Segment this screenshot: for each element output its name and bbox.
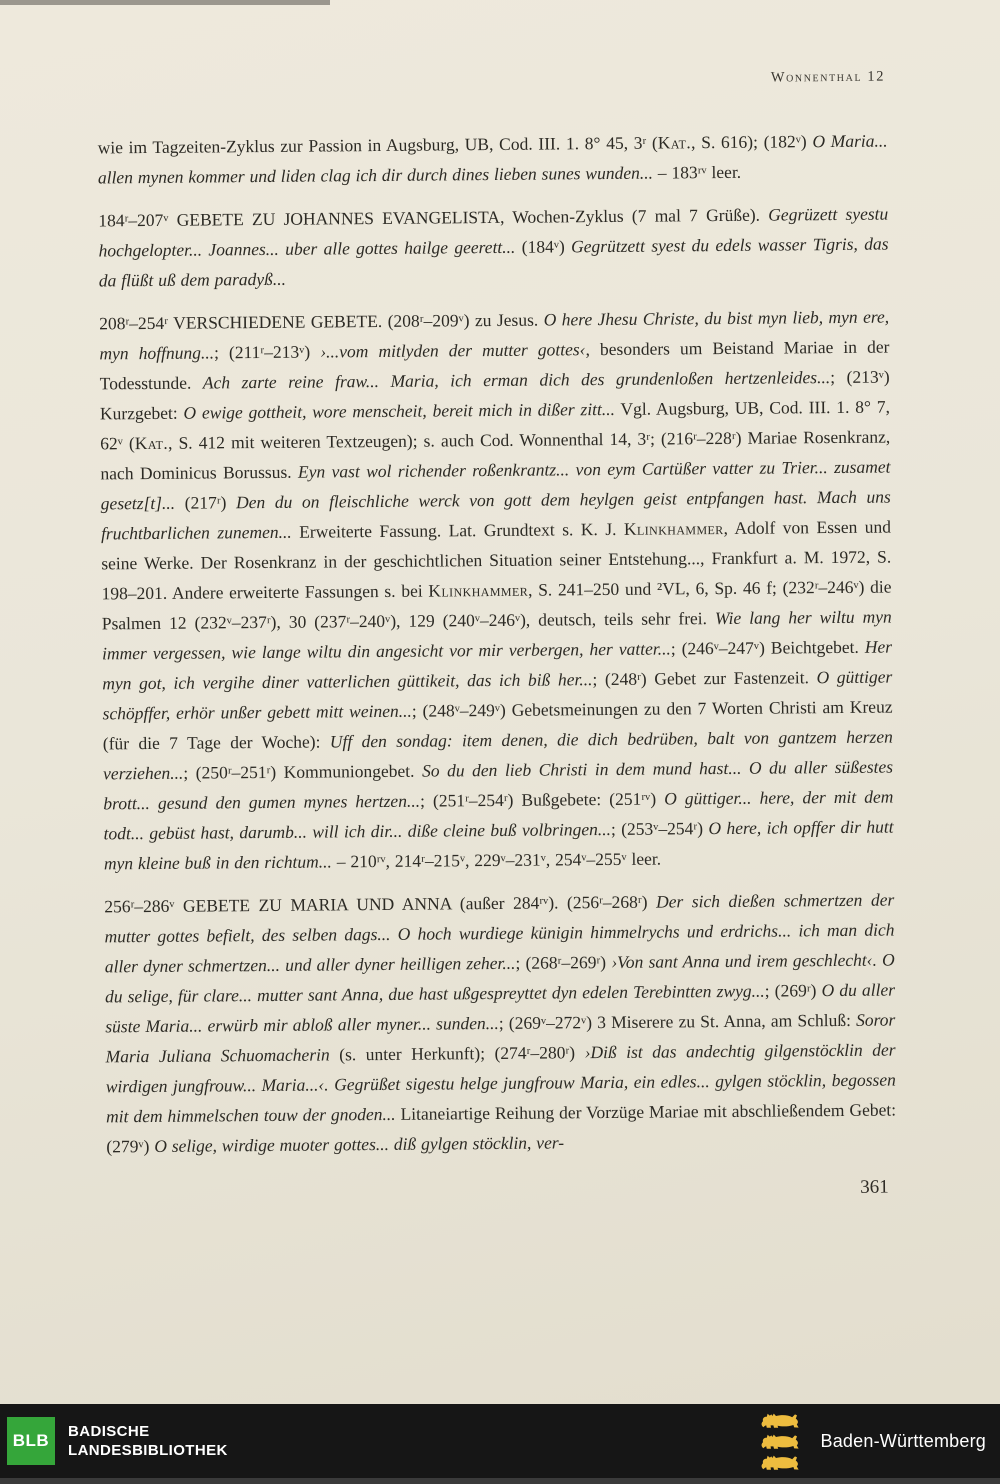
text-run: ; (248ʳ) Gebet zur Fastenzeit.: [592, 667, 817, 690]
page-number: 361: [860, 1176, 889, 1198]
text-run: 208ʳ–254ʳ VERSCHIEDENE GEBETE. (208ʳ–209ᵛ) zu Jesus.: [99, 309, 544, 334]
text-run: Vgl. Augsburg, UB, Cod. III. 1. 8° 7, 62ᵛ (: [100, 396, 891, 454]
text-run: Wie lang her wiltu myn immer vergessen, wie lange wiltu din angesicht vor mir verbergen, her vatter...: [101, 606, 892, 664]
text-run: ; (251ʳ–254ʳ) Bußgebete: (251ʳᵛ): [419, 788, 665, 811]
text-run: Soror Maria Juliana Schuomacherin: [105, 1009, 896, 1067]
library-name-line1: BADISCHE: [68, 1423, 150, 1440]
text-run: O güttiger... here, der mit dem todt... gebüst hast, darumb... will ich dir... diße cleine buß volbringen...: [103, 786, 894, 844]
text-run: 184ʳ–207ᵛ GEBETE ZU JOHANNES EVANGELISTA, Wochen-Zyklus (7 mal 7 Grüße).: [98, 204, 769, 231]
scan-edge-shadow: [0, 0, 330, 5]
text-run: Der sich dießen schmertzen der mutter gottes befielt, des selben dags... O hoch wurdiege künigin himmelrychs und erdrichs... ich man dich aller dyner schmertzen... und aller dyner heilligen zeher...: [104, 889, 895, 977]
text-run: O here Jhesu Christe, du bist myn lieb, myn ere, myn hoffnung...: [99, 306, 890, 364]
text-run: Kat.: [657, 132, 692, 153]
text-run: (217ʳ): [175, 492, 237, 513]
text-run: O selige, wirdige muoter gottes... diß gylgen stöcklin, ver-: [154, 1132, 565, 1156]
text-run: Gegrützett syest du edels wasser Tigris, das da flüßt uß dem paradyß...: [98, 233, 889, 291]
text-run: O here, ich opffer dir hutt myn kleine buß in den richtum...: [103, 816, 894, 874]
catalog-paragraph: [98, 126, 888, 193]
blb-logo-text: BLB: [12, 1431, 50, 1450]
text-run: O ewige gottheit, wore menscheit, bereit mich in dißer zitt...: [183, 398, 616, 423]
text-run: Gegrüzett syestu hochgelopter... Joannes... uber alle gottes hailge geerett...: [98, 203, 889, 261]
text-run: wie im Tagzeiten-Zyklus zur Passion in Augsburg, UB, Cod. III. 1. 8° 45, 3ʳ (: [97, 132, 658, 158]
text-run: Ach zarte reine fraw... Maria, ich erman dich des grundenloßen hertzenleides...: [202, 367, 831, 393]
text-run: Den du on fleischliche werck von gott dem heylgen geist entpfangen hast. Mach uns fruchtbarlichen zunemen...: [100, 486, 891, 544]
text-run: O du aller süste Maria... erwürb mir abloß aller myner... sunden...: [105, 979, 896, 1037]
text-run: ; (213ᵛ) Kurzgebet:: [99, 366, 890, 424]
text-block: [98, 126, 897, 1162]
text-run: O Maria... allen mynen kommer und liden clag ich dir durch dines lieben sunes wunden...: [97, 130, 888, 188]
text-run: Erweiterte Fassung. Lat. Grundtext s. K. J.: [291, 518, 625, 542]
catalog-paragraph: [98, 199, 889, 296]
text-run: ; (269ᵛ–272ᵛ) 3 Miserere zu St. Anna, am Schluß:: [498, 1009, 857, 1033]
page-content: [97, 69, 897, 1206]
text-run: – 210ʳᵛ, 214ʳ–215ᵛ, 229ᵛ–231ᵛ, 254ᵛ–255ᵛ leer.: [331, 848, 662, 872]
text-run: (184ᵛ): [515, 236, 572, 257]
text-run: , besonders um Beistand Mariae in der Todesstunde.: [99, 336, 890, 394]
text-run: Eyn vast wol richender roßenkrantz... von eym Cartüßer vatter zu Trier... zusamet gesetz[t]...: [100, 456, 891, 514]
text-run: (s. unter Herkunft); (274ʳ–280ʳ): [329, 1042, 585, 1065]
text-run: ›Von sant Anna und irem geschlecht‹. O du selige, für clare... mutter sant Anna, due hast ußgespreyttet dyn edelen Terebintten zwyg...: [104, 949, 895, 1007]
text-run: ; (246ᵛ–247ᵛ) Beichtgebet.: [670, 636, 865, 659]
baden-wuerttemberg-coat-of-arms-icon: [759, 1409, 809, 1473]
text-run: ; (268ʳ–269ʳ): [515, 951, 612, 973]
text-run: ; (211ʳ–213ᵛ): [213, 341, 321, 363]
catalog-paragraph: [99, 302, 894, 879]
blb-logo: [7, 1417, 55, 1465]
text-run: , S. 412 mit weiteren Textzeugen); s. auch Cod. Wonnenthal 14, 3ʳ; (216ʳ–228ʳ) Mariae Rosenkranz, nach Dominicus Borussus.: [100, 426, 891, 484]
text-run: , S. 241–250 und ²VL, 6, Sp. 46 f; (232ʳ–246ᵛ) die Psalmen 12 (232ᵛ–237ʳ), 30 (237ʳ–240ᵛ), 129 (240ᵛ–246ᵛ), deutsch, teils sehr frei.: [101, 576, 892, 634]
text-run: ; (248ᵛ–249ᵛ) Gebetsmeinungen zu den 7 Worten Christi am Kreuz (für die 7 Tage der Woche):: [102, 696, 893, 754]
text-run: 256ʳ–286ᵛ GEBETE ZU MARIA UND ANNA (außer 284ʳᵛ). (256ʳ–268ʳ): [104, 891, 657, 917]
text-run: , S. 616); (182ᵛ): [691, 131, 813, 153]
text-run: O güttiger schöpffer, erhör unßer gebett mitt weinen...: [102, 666, 893, 724]
text-run: Kat.: [134, 432, 169, 454]
text-run: Her myn got, ich vergihe diner vatterlichen güttikeit, das ich biß her...: [102, 636, 893, 694]
state-name: Baden-Württemberg: [820, 1430, 986, 1451]
text-run: ›Diß ist das andechtig gilgenstöcklin der wirdigen jungfrouw... Maria...‹. Gegrüßet sigestu helge jungfrouw Maria, ein edles... gylgen stöcklin, begossen mit dem himmelschen touw der gnoden...: [105, 1039, 896, 1127]
catalog-paragraph: [104, 885, 896, 1162]
text-run: ›...vom mitlyden der mutter gottes‹: [320, 339, 586, 362]
running-head: Wonnenthal 12: [770, 68, 886, 86]
text-run: ; (250ʳ–251ʳ) Kommuniongebet.: [183, 760, 423, 783]
text-run: ; (269ʳ): [764, 980, 822, 1001]
text-run: – 183ʳᵛ leer.: [652, 161, 742, 183]
library-name: [68, 1422, 228, 1460]
text-run: Uff den sondag: item denen, die dich bedrüben, balt von gantzem herzen verziehen...: [103, 726, 893, 784]
text-run: Klinkhammer: [623, 517, 724, 539]
text-run: So du den lieb Christi in dem mund hast... O du aller süßestes brott... gesund den gumen mynes hertzen...: [103, 756, 894, 814]
text-run: , Adolf von Essen und seine Werke. Der Rosenkranz in der geschichtlichen Situation seiner Entstehung..., Frankfurt a. M. 1972, S. 198–201. Andere erweiterte Fassungen s. bei: [101, 516, 892, 604]
library-name-line2: LANDESBIBLIOTHEK: [68, 1442, 228, 1459]
text-run: Litaneiartige Reihung der Vorzüge Mariae mit abschließendem Gebet: (279ᵛ): [106, 1099, 897, 1157]
footer-bar: [0, 1404, 1000, 1484]
footer-right-group: [759, 1409, 1000, 1473]
text-run: ; (253ᵛ–254ʳ): [610, 818, 709, 839]
text-run: Klinkhammer: [428, 579, 529, 601]
